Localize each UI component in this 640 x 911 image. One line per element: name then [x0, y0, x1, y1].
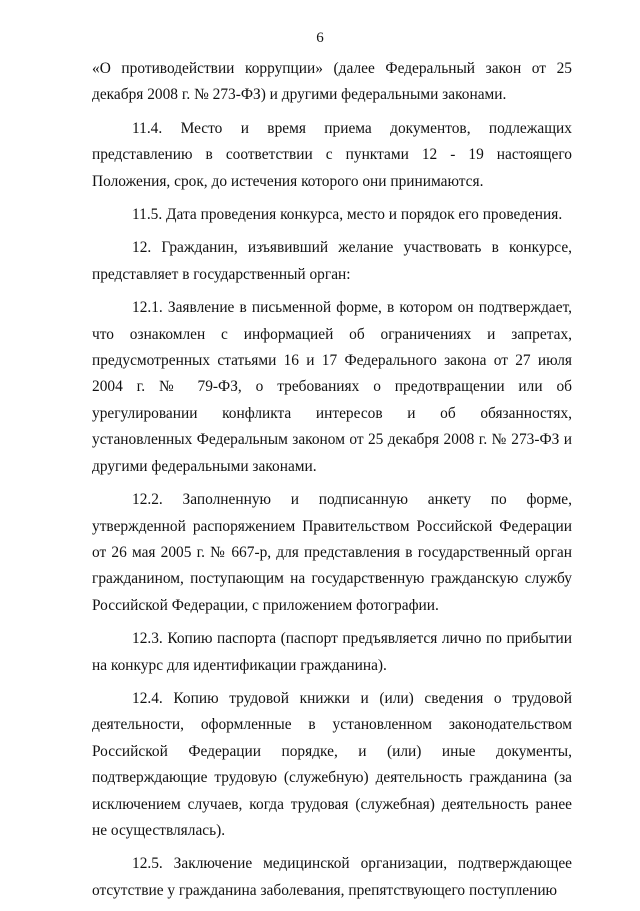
paragraph-11-4: 11.4. Место и время приема документов, подлежащих представлению в соответствии с пунктами 12 - 19 настоящего Положения, срок, до истечения которого они принимаются.	[92, 119, 572, 190]
paragraph-12-4: 12.4. Копию трудовой книжки и (или) сведения о трудовой деятельности, оформленные в установленном законодательством Российской Федерации порядке, и (или) иные документы, подтверждающие трудовую (служебную) деятельность гражданина (за исключением случаев, когда трудовая (служебная) деятельность ранее не осуществлялась).	[92, 689, 572, 839]
document-body	[92, 56, 572, 911]
paragraph-12-1: 12.1. Заявление в письменной форме, в котором он подтверждает, что ознакомлен с информацией об ограничениях и запретах, предусмотренных статьями 16 и 17 Федерального закона от 27 июля 2004 г. № 79-ФЗ, о требованиях о предотвращении или об урегулировании конфликта интересов и об обязанностях, установленных Федеральным законом от 25 декабря 2008 г. № 273-ФЗ и другими федеральными законами.	[92, 299, 572, 475]
paragraph-12-5: 12.5. Заключение медицинской организации, подтверждающее отсутствие у гражданина заболевания, препятствующего поступлению	[92, 855, 572, 899]
paragraph-11-5: 11.5. Дата проведения конкурса, место и порядок его проведения.	[132, 206, 563, 224]
paragraph-anticorruption-law-continuation: «О противодействии коррупции» (далее Федеральный закон от 25 декабря 2008 г. № 273-ФЗ) и другими федеральными законами.	[92, 60, 572, 104]
page-number: 6	[316, 30, 324, 46]
paragraph-12-3: 12.3. Копию паспорта (паспорт предъявляется лично по прибытии на конкурс для идентификации гражданина).	[92, 630, 572, 674]
paragraph-12-2: 12.2. Заполненную и подписанную анкету по форме, утвержденной распоряжением Правительством Российской Федерации от 26 мая 2005 г. № 667-р, для представления в государственный орган гражданином, поступающим на государственную гражданскую службу Российской Федерации, с приложением фотографии.	[92, 491, 572, 614]
paragraph-12: 12. Гражданин, изъявивший желание участвовать в конкурсе, представляет в государственный орган:	[92, 239, 572, 283]
